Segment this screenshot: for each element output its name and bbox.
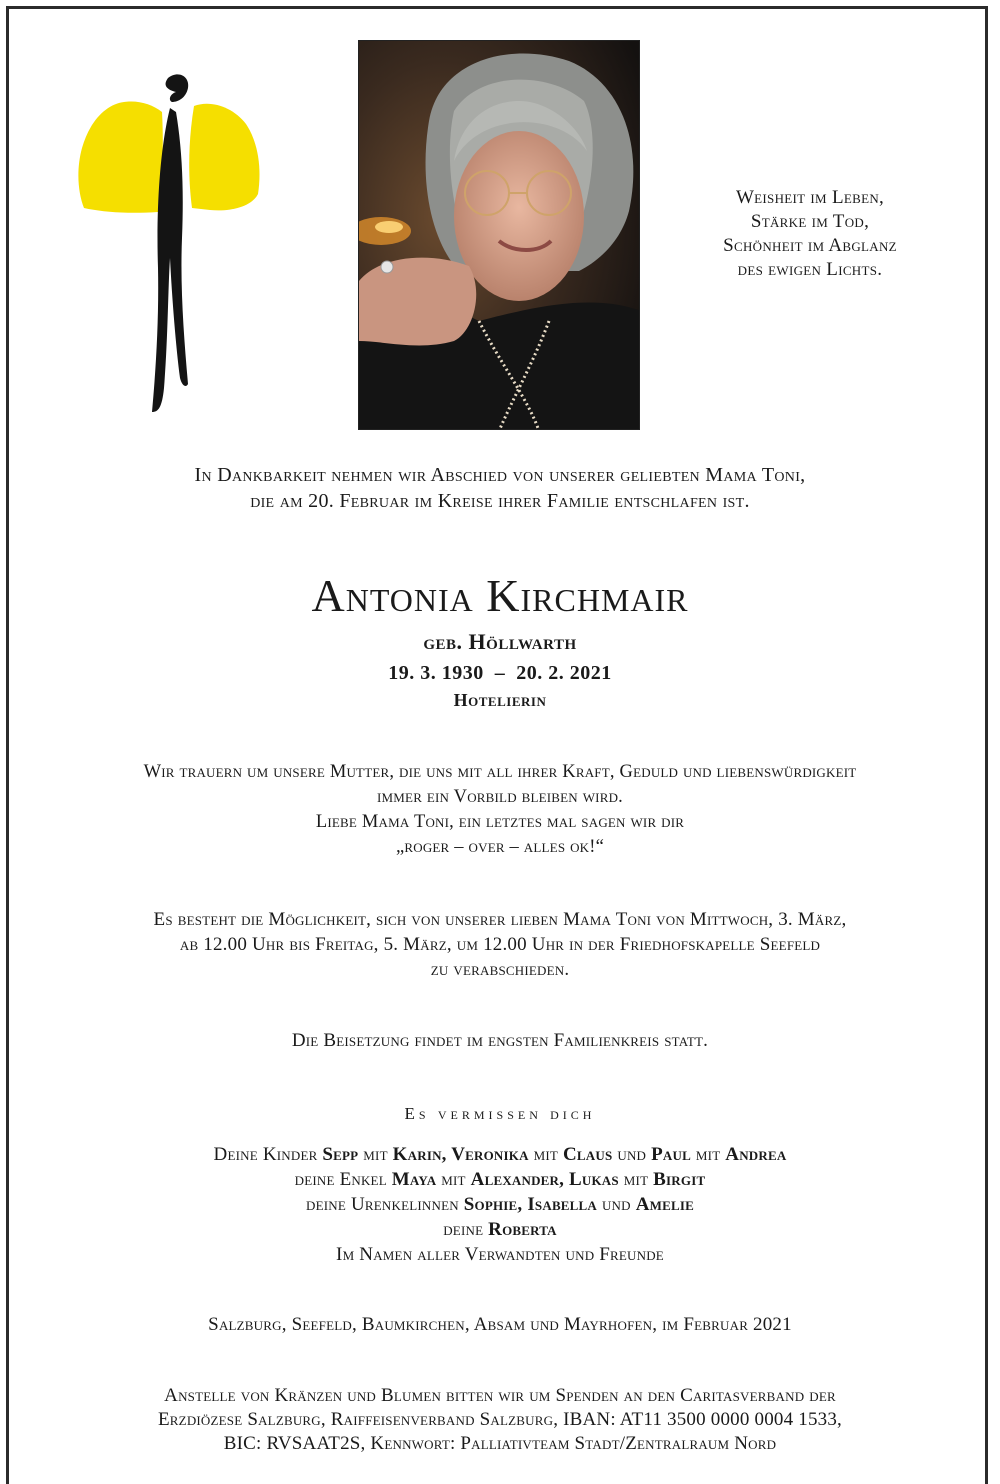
family-member: Claus [563,1144,613,1165]
farewell-line: zu verabschieden. [430,959,570,980]
family-member: Roberta [488,1219,557,1240]
farewell-line: Es besteht die Möglichkeit, sich von unserer lieben Mama Toni von Mittwoch, 3. März, [153,909,847,930]
family-member: Sophie, Isabella [463,1194,598,1215]
family-text: mit [358,1144,393,1165]
tribute-text [0,760,1000,860]
family-text: und [597,1194,636,1215]
deceased-name: Antonia Kirchmair [311,570,689,621]
family-text: mit [690,1144,726,1165]
family-row-roberta [0,1217,1000,1242]
family-member: Sepp [322,1144,359,1165]
quote-line: Schönheit im Abglanz [723,235,897,256]
donation-line: BIC: RVSAAT2S, Kennwort: Palliativteam Stadt/Zentralraum Nord [223,1433,777,1454]
family-member: Karin, Veronika [392,1144,529,1165]
quote-line: Weisheit im Leben, [735,187,885,208]
family-row-relatives: Im Namen aller Verwandten und Freunde [336,1244,664,1265]
memorial-quote [690,186,930,282]
family-text: mit [618,1169,654,1190]
portrait-photo [358,40,640,430]
farewell-line: ab 12.00 Uhr bis Freitag, 5. März, um 12.00 Uhr in der Friedhofskapelle Seefeld [179,934,821,955]
left-wing [78,101,162,212]
family-member: Amelie [635,1194,694,1215]
donation-line: Anstelle von Kränzen und Blumen bitten wir um Spenden an den Caritasverband der [164,1385,836,1406]
family-text: und [612,1144,652,1165]
family-text: Deine Kinder [213,1144,323,1165]
places-date: Salzburg, Seefeld, Baumkirchen, Absam und Mayrhofen, im Februar 2021 [208,1314,792,1335]
right-wing [189,104,259,211]
life-dates: 19. 3. 1930 – 20. 2. 2021 [388,662,612,684]
family-text: mit [436,1169,471,1190]
family-text: deine Enkel [294,1169,392,1190]
angel-logo [72,68,272,418]
family-member: Maya [391,1169,437,1190]
family-member: Paul [651,1144,691,1165]
intro-line: die am 20. Februar im Kreise ihrer Familie entschlafen ist. [250,490,750,512]
family-member: Andrea [725,1144,787,1165]
tribute-line: Wir trauern um unsere Mutter, die uns mit all ihrer Kraft, Geduld und liebenswürdigkeit [143,762,857,782]
birth-name: geb. Höllwarth [423,629,577,654]
donation-text [0,1384,1000,1456]
mourners-heading: Es vermissen dich [404,1104,596,1123]
donation-line: Erzdiözese Salzburg, Raiffeisenverband Salzburg, IBAN: AT11 3500 0000 0004 1533, [158,1409,842,1430]
tribute-line: „roger – over – alles ok!“ [395,837,605,857]
family-member: Birgit [653,1169,706,1190]
family-text: mit [528,1144,564,1165]
family-text: deine Urenkelinnen [306,1194,464,1215]
family-member: Alexander, Lukas [470,1169,619,1190]
quote-line: Stärke im Tod, [750,211,870,232]
farewell-text [0,907,1000,982]
quote-line: des ewigen Lichts. [737,259,883,280]
profession: Hotelierin [453,690,547,710]
family-row-children [0,1142,1000,1167]
angel-head [166,74,189,102]
burial-text: Die Beisetzung findet im engsten Familienkreis statt. [291,1030,709,1051]
family-row-grandchildren [0,1167,1000,1192]
tribute-line: immer ein Vorbild bleiben wird. [377,787,623,807]
family-row-great-grandchildren [0,1192,1000,1217]
family-text: deine [443,1219,489,1240]
family-list [0,1142,1000,1267]
intro-line: In Dankbarkeit nehmen wir Abschied von unserer geliebten Mama Toni, [194,464,806,486]
tribute-line: Liebe Mama Toni, ein letztes mal sagen wir dir [315,812,685,832]
intro-text [0,462,1000,514]
